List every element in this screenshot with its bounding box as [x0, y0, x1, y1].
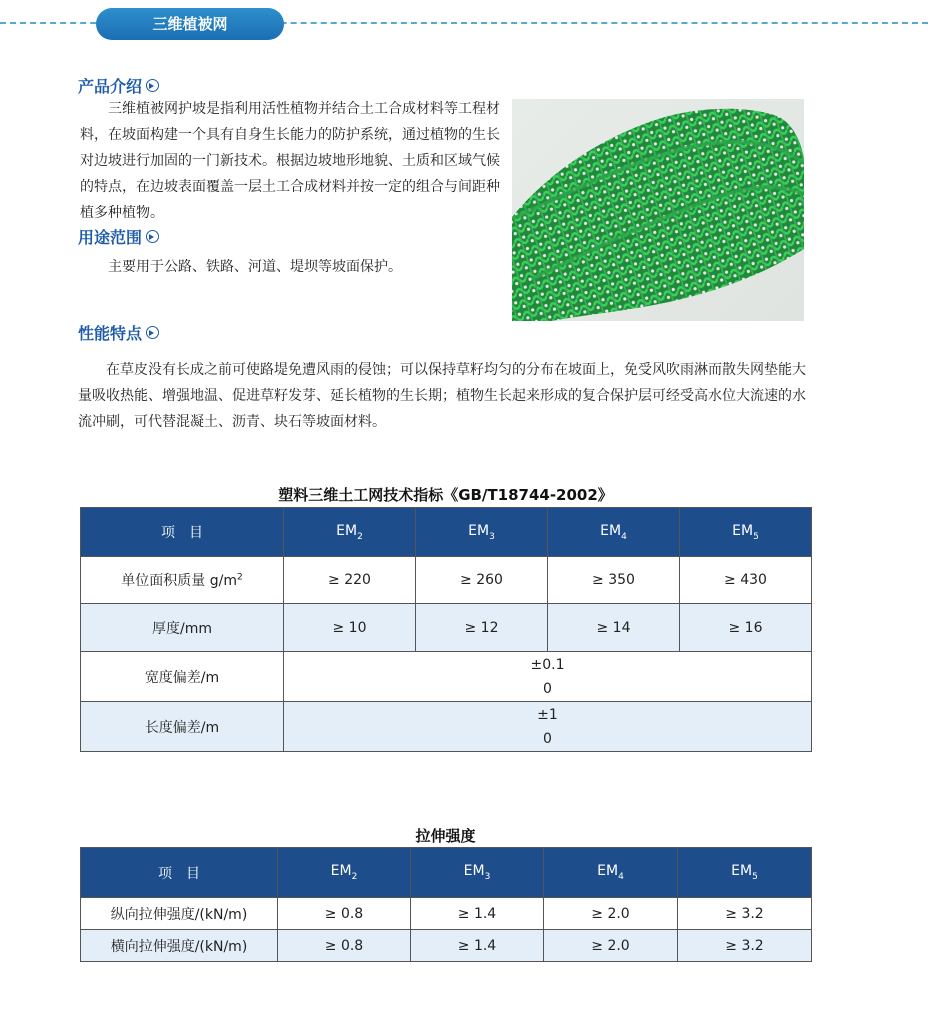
product-photo — [512, 99, 804, 321]
intro-heading — [78, 74, 159, 97]
table-cell-merged — [284, 702, 812, 752]
header-em2: $EM_2$ — [284, 508, 416, 557]
usage-heading — [78, 225, 159, 248]
intro-heading-text: 产品介绍 — [78, 77, 143, 96]
tensile-table — [80, 847, 812, 962]
table-cell: ≥ 2.0 — [544, 930, 678, 962]
header-em2: $EM_2$ — [278, 848, 411, 898]
intro-paragraph: 三维植被网护坡是指利用活性植物并结合土工合成材料等工程材料，在坡面构建一个具有自身生长能力的防护系统，通过植物的生长对边坡进行加固的一门新技术。根据边坡地形地貌、土质和区域气候的特点，在边坡表面覆盖一层土工合成材料并按一定的组合与间距种植多种植物。 — [80, 101, 500, 221]
tolerance-base: 0 — [543, 730, 552, 747]
table-cell: ≥ 1.4 — [411, 898, 544, 930]
table1-title: 塑料三维土工网技术指标《GB/T18744-2002》 — [278, 486, 613, 504]
circle-arrow-right-icon — [146, 79, 159, 92]
table-row — [81, 702, 812, 752]
row-label: 纵向拉伸强度/(kN/m) — [81, 898, 278, 930]
table-cell: ≥ 220 — [284, 557, 416, 604]
row-label: 宽度偏差/m — [81, 652, 284, 702]
circle-arrow-right-icon — [146, 326, 159, 339]
tolerance-base: 0 — [543, 680, 552, 697]
table-header-row — [81, 508, 812, 557]
table-cell: ≥ 12 — [416, 604, 548, 652]
table-row — [81, 898, 812, 930]
features-paragraph: 在草皮没有长成之前可使路堤免遭风雨的侵蚀；可以保持草籽均匀的分布在坡面上，免受风吹雨淋而散失网垫能大量吸收热能、增强地温、促进草籽发芽、延长植物的生长期；植物生长起来形成的复合保护层可经受高水位大流速的水流冲刷，可代替混凝土、沥青、块石等坡面材料。 — [78, 362, 806, 430]
table-cell: ≥ 14 — [548, 604, 680, 652]
header-em3: $EM_3$ — [416, 508, 548, 557]
usage-heading-text: 用途范围 — [78, 228, 143, 247]
header-em4: $EM_4$ — [544, 848, 678, 898]
table2-title: 拉伸强度 — [415, 827, 476, 845]
header-em5: $EM_5$ — [678, 848, 812, 898]
tolerance-value: ±0.1 — [530, 656, 565, 673]
header-item: 项 目 — [81, 848, 278, 898]
table-cell: ≥ 1.4 — [411, 930, 544, 962]
table-cell: ≥ 0.8 — [278, 898, 411, 930]
table-row — [81, 930, 812, 962]
table-cell: ≥ 430 — [680, 557, 812, 604]
page-title: 三维植被网 — [96, 8, 284, 40]
table-cell: ≥ 2.0 — [544, 898, 678, 930]
table-header-row — [81, 848, 812, 898]
usage-paragraph: 主要用于公路、铁路、河道、堤坝等坡面保护。 — [108, 259, 402, 275]
table-row — [81, 604, 812, 652]
row-label: 横向拉伸强度/(kN/m) — [81, 930, 278, 962]
spec-table — [80, 507, 812, 752]
green-mesh-image — [512, 99, 804, 321]
table-cell: ≥ 350 — [548, 557, 680, 604]
header-item: 项 目 — [81, 508, 284, 557]
features-heading-text: 性能特点 — [78, 324, 143, 343]
header-em4: $EM_4$ — [548, 508, 680, 557]
row-label: 厚度/mm — [81, 604, 284, 652]
circle-arrow-right-icon — [146, 230, 159, 243]
row-label: 长度偏差/m — [81, 702, 284, 752]
table-cell: ≥ 16 — [680, 604, 812, 652]
table-row — [81, 652, 812, 702]
table-cell: ≥ 10 — [284, 604, 416, 652]
table-cell: ≥ 3.2 — [678, 898, 812, 930]
row-label: 单位面积质量 $g/m^2$ — [81, 557, 284, 604]
tolerance-value: ±1 — [537, 706, 558, 723]
header-em3: $EM_3$ — [411, 848, 544, 898]
table-cell: ≥ 0.8 — [278, 930, 411, 962]
table-cell: ≥ 3.2 — [678, 930, 812, 962]
table-cell-merged — [284, 652, 812, 702]
features-heading — [78, 321, 159, 344]
header-em5: $EM_5$ — [680, 508, 812, 557]
table-row — [81, 557, 812, 604]
table-cell: ≥ 260 — [416, 557, 548, 604]
